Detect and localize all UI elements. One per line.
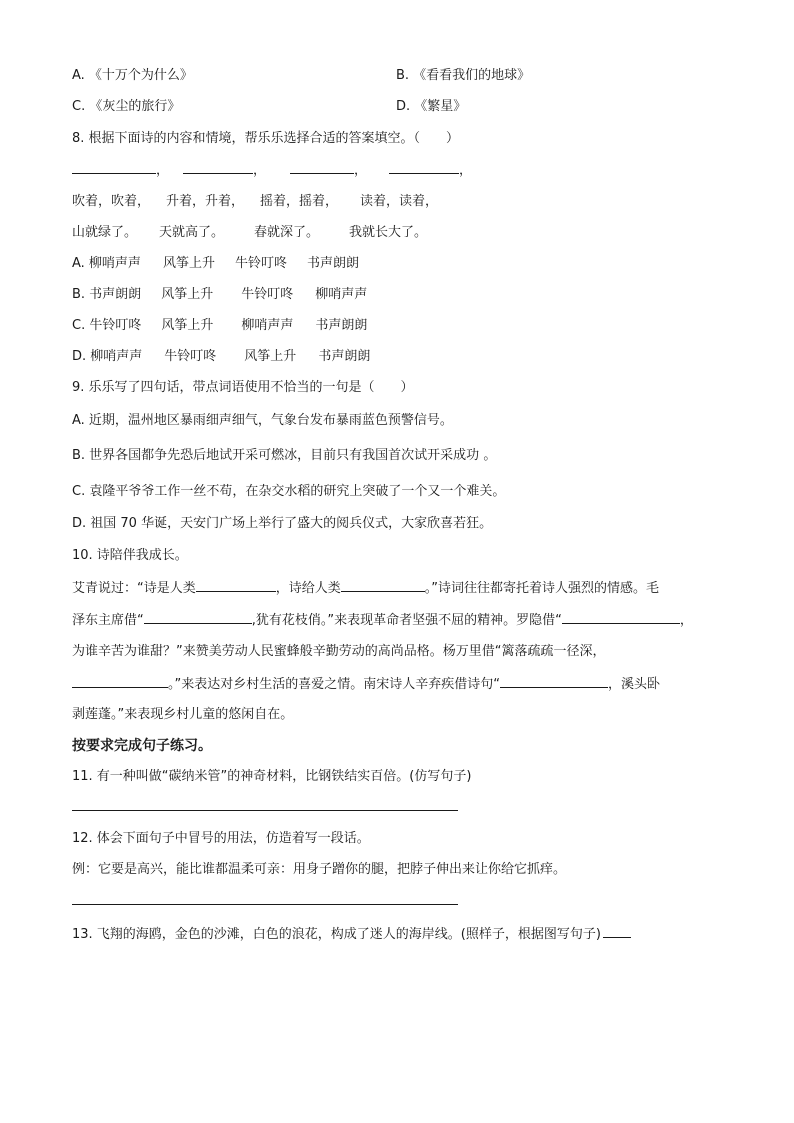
q8-option-word: C. 牛铃叮咚: [72, 318, 142, 333]
q8-poem-cell: 读着，读着，: [360, 194, 439, 209]
q8-option-word: 牛铃叮咚: [164, 349, 217, 364]
q8-option-word: 柳哨声声: [241, 318, 294, 333]
q8-option-word: 风筝上升: [244, 349, 297, 364]
q8-poem-row-2: [72, 192, 438, 212]
q9-option-a: A. 近期，温州地区暴雨细声细气，气象台发布暴雨蓝色预警信号。: [72, 413, 453, 428]
section-heading: 按要求完成句子练习。: [72, 738, 212, 754]
q10-text: ，: [679, 613, 693, 628]
q8-option-word: 牛铃叮咚: [241, 287, 294, 302]
q12-answer-line[interactable]: [72, 904, 458, 905]
q8-comma: ，: [459, 163, 473, 178]
q10-line-1: [72, 578, 659, 599]
q10-line-4: [72, 674, 660, 695]
q8-comma: ，: [156, 163, 170, 178]
q8-option-word: A. 柳哨声声: [72, 256, 141, 271]
q8-option-word: D. 柳哨声声: [72, 349, 143, 364]
q12-stem: 12. 体会下面句子中冒号的用法，仿造着写一段话。: [72, 831, 370, 846]
q8-option-word: 书声朗朗: [306, 256, 359, 271]
q10-text: ,犹有花枝俏。”来表现革命者坚强不屈的精神。罗隐借“: [251, 613, 562, 628]
q8-poem-cell: 天就高了。: [159, 225, 225, 240]
q13-line: [72, 924, 631, 945]
q8-poem-cell: 春就深了。: [254, 225, 320, 240]
q10-line-2: [72, 610, 693, 631]
q10-blank-3[interactable]: [144, 610, 252, 624]
q8-poem-cell: 吹着，吹着，: [72, 194, 151, 209]
q10-text: ，诗给人类: [275, 581, 341, 596]
q10-blank-5[interactable]: [72, 674, 168, 688]
q8-option-word: 书声朗朗: [315, 318, 368, 333]
q10-text: 。”来表达对乡村生活的喜爱之情。南宋诗人辛弃疾借诗句“: [168, 677, 500, 692]
q10-blank-1[interactable]: [196, 578, 276, 592]
q13-blank[interactable]: [603, 924, 631, 938]
q8-option-word: 风筝上升: [162, 256, 215, 271]
q10-line-5: 剥莲蓬。”来表现乡村儿童的悠闲自在。: [72, 707, 294, 722]
q7-option-c: C. 《灰尘的旅行》: [72, 99, 181, 114]
q8-option-b: [72, 285, 367, 305]
q10-blank-2[interactable]: [341, 578, 425, 592]
q8-poem-cell: 山就绿了。: [72, 225, 138, 240]
q8-option-word: 风筝上升: [161, 287, 214, 302]
q8-option-c: [72, 316, 367, 336]
q8-stem: 8. 根据下面诗的内容和情境，帮乐乐选择合适的答案填空。（ ）: [72, 131, 460, 146]
q9-option-c: C. 袁隆平爷爷工作一丝不苟，在杂交水稻的研究上突破了一个又一个难关。: [72, 484, 506, 499]
q9-option-d: D. 祖国 70 华诞，天安门广场上举行了盛大的阅兵仪式，大家欣喜若狂。: [72, 516, 493, 531]
q10-text: 泽东主席借“: [72, 613, 144, 628]
q10-text: 。”诗词往往都寄托着诗人强烈的情感。毛: [424, 581, 660, 596]
q8-option-word: 风筝上升: [161, 318, 214, 333]
q10-text: 艾青说过：“诗是人类: [72, 581, 196, 596]
q7-option-b: B. 《看看我们的地球》: [396, 68, 531, 83]
q10-blank-4[interactable]: [562, 610, 680, 624]
q8-poem-cell: 升着，升着，: [166, 194, 245, 209]
q8-option-word: 柳哨声声: [315, 287, 368, 302]
q8-option-word: 牛铃叮咚: [234, 256, 287, 271]
q8-poem-row-3: [72, 223, 427, 243]
q11-stem: 11. 有一种叫做“碳纳米管”的神奇材料，比钢铁结实百倍。(仿写句子): [72, 769, 472, 784]
q12-example: 例：它要是高兴，能比谁都温柔可亲：用身子蹭你的腿，把脖子伸出来让你给它抓痒。: [72, 862, 567, 877]
q11-answer-line[interactable]: [72, 810, 458, 811]
q8-comma: ，: [354, 163, 368, 178]
q10-text: ，溪头卧: [607, 677, 660, 692]
q10-blank-6[interactable]: [500, 674, 608, 688]
q8-poem-cell: 摇着，摇着，: [260, 194, 339, 209]
q9-stem: 9. 乐乐写了四句话，带点词语使用不恰当的一句是（ ）: [72, 380, 414, 395]
q13-stem: 13. 飞翔的海鸥，金色的沙滩，白色的浪花，构成了迷人的海岸线。(照样子，根据图写句子): [72, 927, 601, 942]
q8-option-word: 书声朗朗: [318, 349, 371, 364]
q8-blank-3[interactable]: [290, 160, 354, 174]
q8-option-word: B. 书声朗朗: [72, 287, 142, 302]
q8-blank-row: [72, 160, 472, 181]
q9-option-b: B. 世界各国都争先恐后地试开采可燃冰，目前只有我国首次试开采成功 。: [72, 448, 497, 463]
q10-line-3: 为谁辛苦为谁甜？”来赞美劳动人民蜜蜂般辛勤劳动的高尚品格。杨万里借“篱落疏疏一径深，: [72, 644, 606, 659]
q8-blank-2[interactable]: [183, 160, 253, 174]
q8-blank-4[interactable]: [389, 160, 459, 174]
q7-option-a: A. 《十万个为什么》: [72, 68, 193, 83]
q10-stem: 10. 诗陪伴我成长。: [72, 548, 188, 563]
q7-option-d: D. 《繁星》: [396, 99, 467, 114]
q8-option-a: [72, 254, 359, 274]
q8-poem-cell: 我就长大了。: [349, 225, 428, 240]
q8-blank-1[interactable]: [72, 160, 156, 174]
q8-comma: ，: [253, 163, 267, 178]
q8-option-d: [72, 347, 370, 367]
